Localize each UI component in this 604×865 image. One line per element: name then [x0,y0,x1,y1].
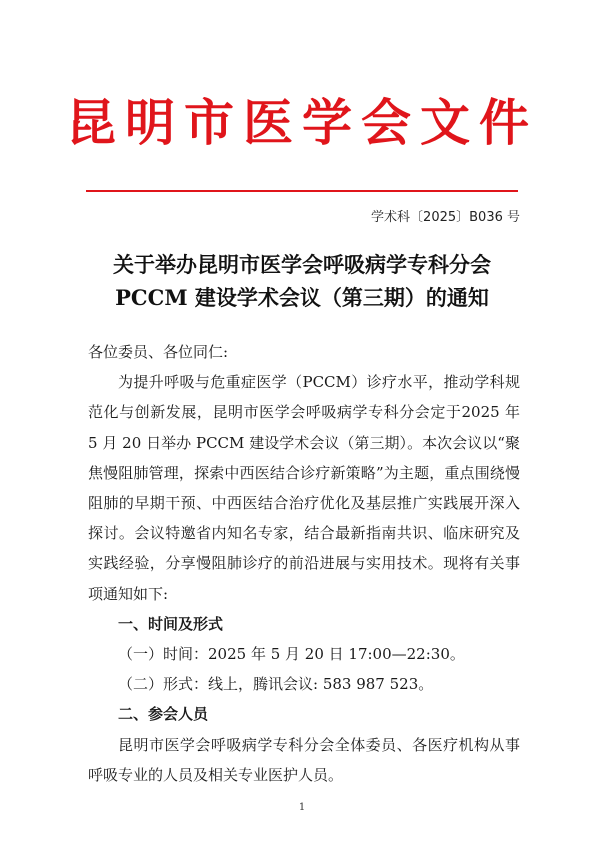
attendees-paragraph: 昆明市医学会呼吸病学专科分会全体委员、各医疗机构从事呼吸专业的人员及相关专业医护人员。 [88,735,520,784]
document-number: 学术科〔2025〕B036 号 [371,210,520,225]
meeting-format: （二）形式：线上，腾讯会议: 583 987 523。 [118,675,434,694]
notice-title-line-1: 关于举办昆明市医学会呼吸病学专科分会 [113,252,491,277]
red-divider-line [86,190,518,192]
org-header-title: 昆明市医学会文件 [66,93,538,152]
meeting-time: （一）时间：2025 年 5 月 20 日 17:00—22:30。 [118,645,465,664]
salutation: 各位委员、各位同仁: [88,343,229,361]
intro-paragraph: 为提升呼吸与危重症医学（PCCM）诊疗水平，推动学科规范化与创新发展，昆明市医学会呼吸病学专科分会定于2025 年 5 月 20 日举办 PCCM 建设学术会议（第三期）。本次会议以“聚焦慢阻肺管理，探索中西医结合诊疗新策略”为主题，重点围绕慢阻肺的早期干预、中西医结合治疗优化及基层推广实践展开深入探讨。会议特邀省内知名专家，结合最新指南共识、临床研究及实践经验，分享慢阻肺诊疗的前沿进展与实用技术。现将有关事项通知如下: [88,373,520,603]
notice-title-line-2: PCCM 建设学术会议（第三期）的通知 [115,285,489,310]
notice-body [88,337,520,790]
page-number: 1 [298,802,306,813]
section-heading-attendees: 二、参会人员 [118,705,209,724]
section-heading-time-format: 一、时间及形式 [118,614,224,633]
notice-title [0,248,604,314]
